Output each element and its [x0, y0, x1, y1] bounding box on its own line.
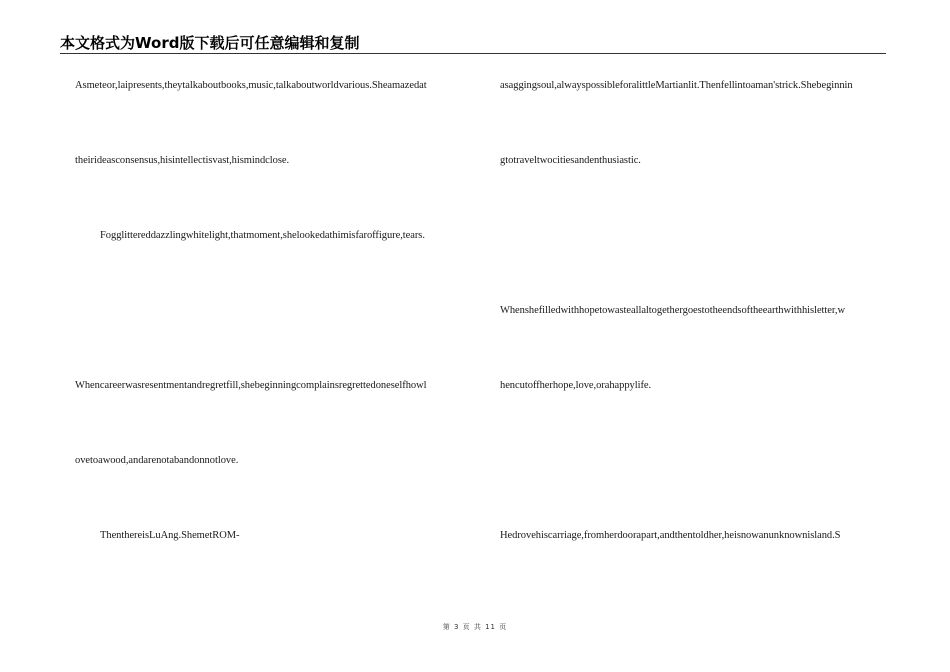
- left-line-5: ovetoawood,andarenotabandonnotlove.: [75, 455, 239, 466]
- document-header-title: 本文格式为Word版下载后可任意编辑和复制: [60, 34, 360, 52]
- left-line-4: Whencareerwasresentmentandregretfill,shebeginningcomplainsregrettedoneselfhowl: [75, 380, 427, 391]
- right-line-1: asaggingsoul,alwayspossibleforalittleMartianlit.Thenfellintoaman'strick.Shebeginnin: [500, 80, 853, 91]
- page-number: 第 3 页 共 11 页: [442, 623, 508, 631]
- left-line-1: Asmeteor,laipresents,theytalkaboutbooks,music,talkaboutworldvarious.Sheamazedat: [75, 80, 427, 91]
- right-line-3: Whenshefilledwithhopetowasteallaltogethergoestotheendsoftheearthwithhisletter,w: [500, 305, 846, 316]
- left-line-6: ThenthereisLuAng.ShemetROM-: [100, 530, 240, 541]
- right-line-5: Hedrovehiscarriage,fromherdoorapart,andthentoldher,heisnowanunknownisland.S: [500, 530, 841, 541]
- left-line-3: Fogglittereddazzlingwhitelight,thatmoment,shelookedathimisfaroffigure,tears.: [100, 230, 425, 241]
- header-divider: [60, 53, 886, 54]
- left-line-2: theirideasconsensus,hisintellectisvast,hismindclose.: [75, 155, 290, 166]
- right-line-2: gtotraveltwocitiesandenthusiastic.: [500, 155, 641, 166]
- right-line-4: hencutoffherhope,love,orahappylife.: [500, 380, 652, 391]
